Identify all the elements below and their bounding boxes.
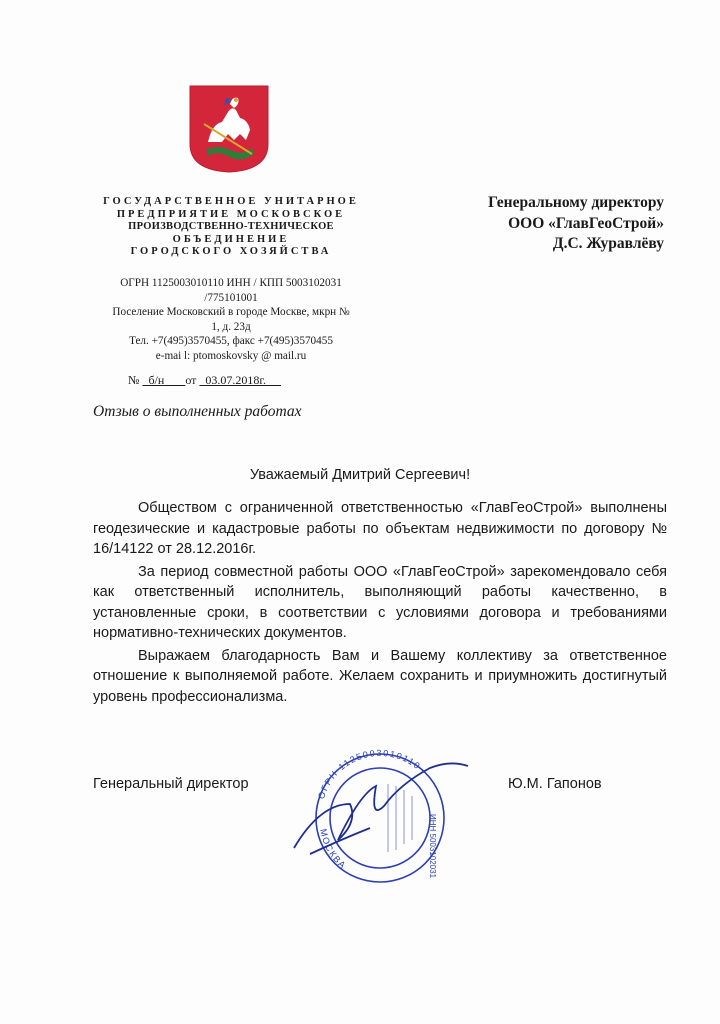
organization-name-line: ГОРОДСКОГО ХОЗЯЙСТВА	[130, 246, 332, 257]
date-label: от	[185, 373, 197, 387]
body-paragraph: Выражаем благодарность Вам и Вашему коллективу за ответственное отношение к выполняемой работе. Желаем сохранить и приумножить достигнутый уровень профессионализма.	[93, 647, 667, 705]
moscow-coat-of-arms-icon	[188, 84, 270, 174]
round-seal-icon	[280, 744, 480, 884]
number-label: №	[128, 373, 140, 387]
letter-body	[93, 498, 667, 709]
organization-name-line: ПРОИЗВОДСТВЕННО-ТЕХНИЧЕСКОЕ	[128, 221, 334, 232]
contact-line: e-mai l: ptomoskovsky @ mail.ru	[155, 349, 307, 362]
letter-date: 03.07.2018г.	[205, 373, 266, 387]
addressee-block	[420, 193, 664, 255]
svg-text:ОГРН 1125003010110	[316, 748, 423, 800]
contact-line: Поселение Московский в городе Москве, мкрн №	[112, 306, 350, 318]
organization-name-line: ПРЕДПРИЯТИЕ МОСКОВСКОЕ	[116, 208, 346, 220]
letter-subject: Отзыв о выполненных работах	[93, 403, 302, 420]
contact-line: 1, д. 23д	[211, 320, 251, 333]
letter-number: б/н	[148, 373, 165, 387]
contact-line: ОГРН 1125003010110 ИНН / КПП 5003102031	[120, 277, 342, 289]
organization-name-line: ГОСУДАРСТВЕННОЕ УНИТАРНОЕ	[103, 196, 359, 207]
addressee-line: ООО «ГлавГеоСтрой»	[508, 214, 664, 232]
contact-line: /775101001	[204, 291, 258, 304]
addressee-line: Д.С. Журавлёву	[552, 235, 664, 252]
body-paragraph: Обществом с ограниченной ответственностью «ГлавГеоСтрой» выполнены геодезические и кадастровые работы по объектам недвижимости по договору № 16/14122 от 28.12.2016г.	[93, 500, 667, 557]
seal-text: ИНН 5003102031	[428, 814, 437, 879]
body-paragraph: За период совместной работы ООО «ГлавГеоСтрой» зарекомендовало себя как ответственный исполнитель, выполняющий работы качественно, в установленные сроки, в соответствии с условиями договора и требованиями нормативно-технических документов.	[93, 563, 667, 641]
contact-line: Тел. +7(495)3570455, факс +7(495)3570455	[129, 335, 333, 347]
salutation: Уважаемый Дмитрий Сергеевич!	[249, 467, 471, 483]
seal-text: ОГРН 1125003010110	[316, 747, 423, 801]
addressee-line: Генеральному директору	[488, 194, 664, 211]
signatory-title: Генеральный директор	[93, 776, 249, 792]
organization-name-line: ОБЪЕДИНЕНИЕ	[172, 233, 290, 245]
signatory-name: Ю.М. Гапонов	[508, 776, 602, 792]
seal-text: МОСКВА	[318, 827, 349, 871]
registration-line	[128, 373, 281, 388]
organization-contacts	[92, 276, 370, 363]
organization-header	[92, 196, 370, 259]
